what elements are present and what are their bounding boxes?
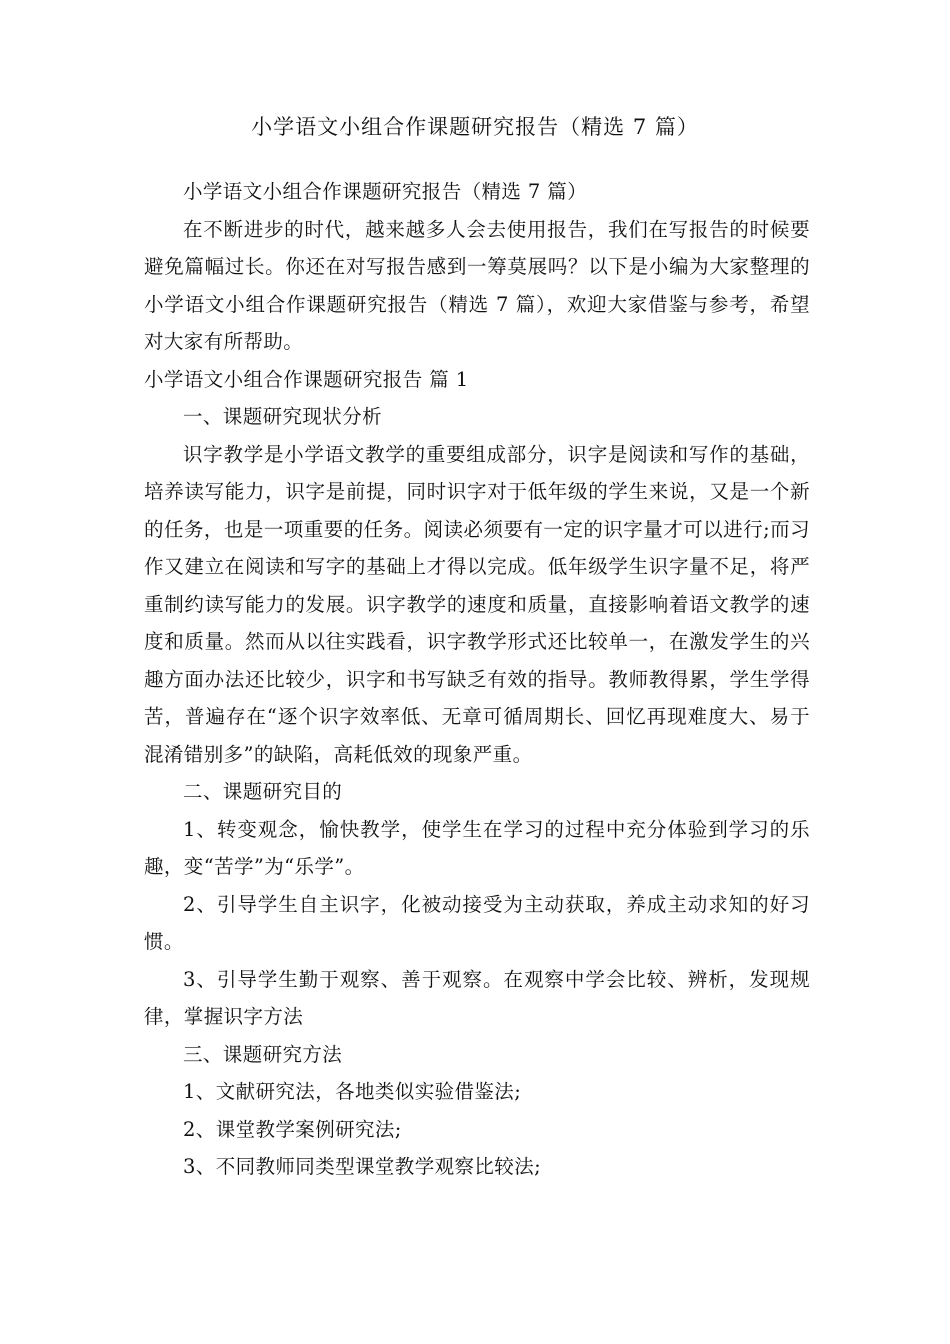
section-heading-part-1: 小学语文小组合作课题研究报告 篇 1	[144, 367, 469, 391]
method-item-2: 2、课堂教学案例研究法;	[183, 1117, 402, 1141]
intro-paragraph: 在不断进步的时代，越来越多人会去使用报告，我们在写报告的时候要避免篇幅过长。你还在对写报告感到一筹莫展吗？以下是小编为大家整理的小学语文小组合作课题研究报告（精选 7 篇），欢迎大家借鉴与参考，希望对大家有所帮助。	[144, 217, 810, 353]
purpose-item-1: 1、转变观念，愉快教学，使学生在学习的过程中充分体验到学习的乐趣，变“苦学”为“乐学”。	[144, 817, 810, 878]
method-item-3: 3、不同教师同类型课堂教学观察比较法;	[183, 1155, 542, 1178]
status-analysis-paragraph: 识字教学是小学语文教学的重要组成部分，识字是阅读和写作的基础，培养读写能力，识字是前提，同时识字对于低年级的学生来说，又是一个新的任务，也是一项重要的任务。阅读必须要有一定的识字量才可以进行;而习作又建立在阅读和写字的基础上才得以完成。低年级学生识字量不足，将严重制约读写能力的发展。识字教学的速度和质量，直接影响着语文教学的速度和质量。然而从以往实践看，识字教学形式还比较单一，在激发学生的兴趣方面办法还比较少，识字和书写缺乏有效的指导。教师教得累，学生学得苦，普遍存在“逐个识字效率低、无章可循周期长、回忆再现难度大、易于混淆错别多”的缺陷，高耗低效的现象严重。	[144, 442, 810, 766]
document-title: 小学语文小组合作课题研究报告（精选 7 篇）	[251, 115, 699, 139]
heading-research-methods: 三、课题研究方法	[183, 1042, 343, 1066]
document-body	[144, 173, 810, 1186]
heading-research-purpose: 二、课题研究目的	[183, 780, 343, 803]
purpose-item-2: 2、引导学生自主识字，化被动接受为主动获取，养成主动求知的好习惯。	[144, 892, 810, 953]
purpose-item-3: 3、引导学生勤于观察、善于观察。在观察中学会比较、辨析，发现规律，掌握识字方法	[144, 967, 810, 1028]
method-item-1: 1、文献研究法，各地类似实验借鉴法;	[183, 1080, 522, 1103]
subtitle-paragraph: 小学语文小组合作课题研究报告（精选 7 篇）	[183, 180, 588, 203]
heading-status-analysis: 一、课题研究现状分析	[183, 405, 383, 428]
